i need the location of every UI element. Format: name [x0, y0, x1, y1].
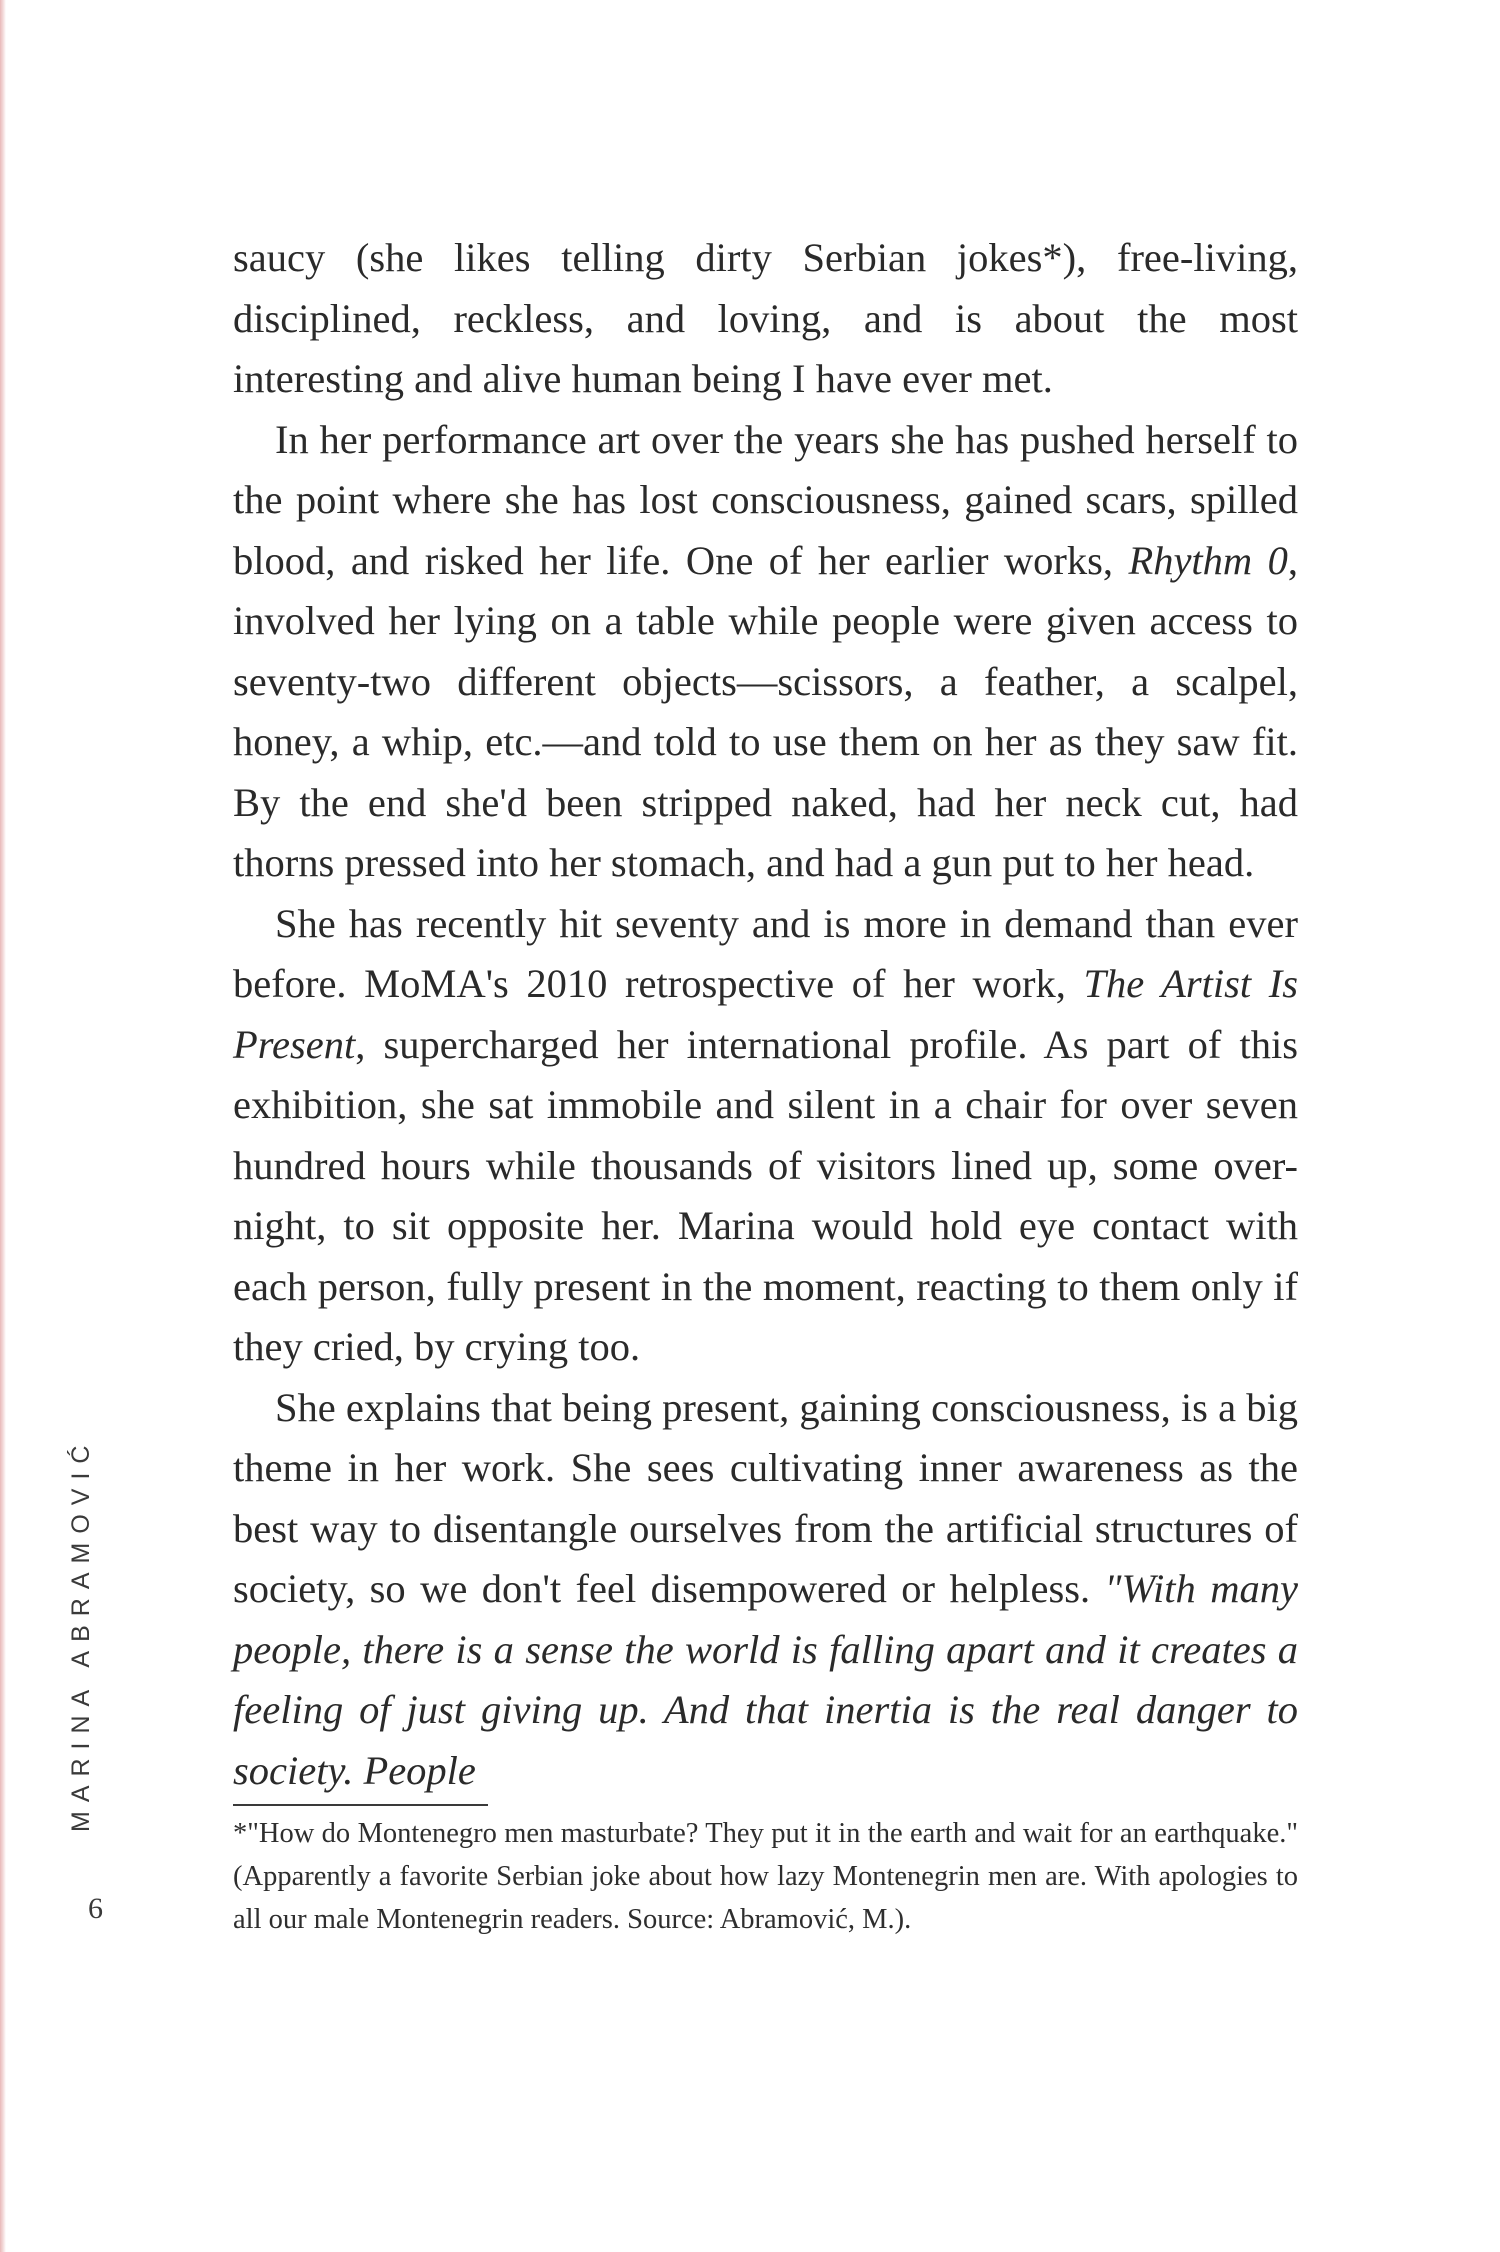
paragraph-2-text-b: , involved her lying on a table while people were given access to seventy-two different objects—scissors, a feather, a scalpel, honey, a whip, etc.—and told to use them on her as they saw fit. By the end she'd been stripped naked, had her neck cut, had thorns pressed into her stomach, and had a gun put to her head. — [233, 537, 1298, 885]
page-number: 6 — [88, 1892, 103, 1925]
paragraph-4-quote: "With many people, there is a sense the world is falling apart and it creates a feeling of just giving up. And that inertia is the real danger to society. People — [233, 1566, 1298, 1793]
paragraph-1 — [233, 228, 1298, 410]
work-title-artist-is-present: The Artist Is Present — [233, 961, 1298, 1067]
main-text — [233, 228, 1298, 1801]
paragraph-1-text: saucy (she likes telling dirty Serbian jokes*), free-living, disciplined, reckless, and loving, and is about the most interesting and alive human being I have ever met. — [233, 235, 1298, 401]
work-title-rhythm-0: Rhythm 0 — [1128, 537, 1288, 583]
running-head: MARINA ABRAMOVIĆ — [67, 1436, 95, 1832]
paragraph-2-text-a: In her performance art over the years she has pushed herself to the point where she has lost consciousness, gained scars, spilled blood, and risked her life. One of her earlier works, — [233, 416, 1298, 583]
paragraph-3 — [233, 894, 1298, 1378]
page-edge — [0, 0, 6, 2252]
paragraph-4 — [233, 1378, 1298, 1802]
footnote: *"How do Montenegro men masturbate? They put it in the earth and wait for an earthquake." (Apparently a favorite Serbian joke about how lazy Montenegrin men are. With apologies to all our male Montenegrin readers. Source: Abramović, M.). — [233, 1818, 1298, 1935]
paragraph-3-text-b: , supercharged her international profile. As part of this exhibition, she sat immobile and silent in a chair for over seven hundred hours while thousands of visitors lined up, some over-night, to sit opposite her. Marina would hold eye contact with each person, fully present in the moment, reacting to them only if they cried, by crying too. — [233, 1021, 1298, 1369]
footnote-divider — [233, 1804, 488, 1806]
paragraph-2 — [233, 410, 1298, 894]
paragraph-3-text-a: She has recently hit seventy and is more in demand than ever before. MoMA's 2010 retrospective of her work, — [233, 900, 1298, 1006]
paragraph-4-text-a: She explains that being present, gaining consciousness, is a big theme in her work. She sees cultivating inner awareness as the best way to disentangle ourselves from the artificial structures of society, so we don't feel disempowered or helpless. — [233, 1384, 1298, 1611]
